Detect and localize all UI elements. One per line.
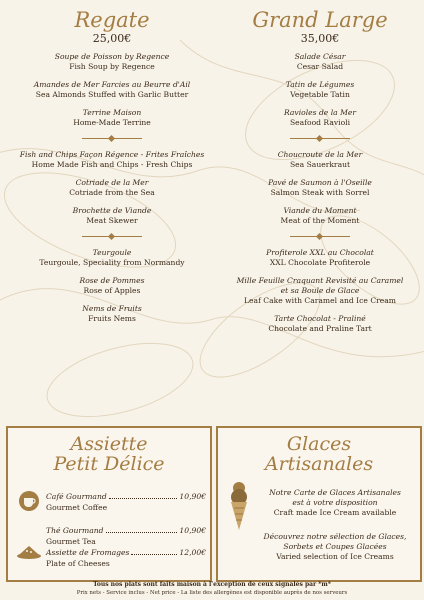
assiette-title-line1: Assiette <box>70 433 148 455</box>
glaces-text-en: Craft made Ice Cream available <box>273 508 397 517</box>
item-en: Plate of Cheeses <box>46 559 110 568</box>
glaces-text-fr: Notre Carte de Glaces Artisanales <box>269 488 401 497</box>
dish-en: Sea Almonds Stuffed with Garlic Butter <box>35 90 189 99</box>
dish-fr: Fish and Chips Façon Régence - Frites Fraîches <box>19 150 205 159</box>
section-divider <box>82 136 142 142</box>
dish-en: Home Made Fish and Chips - Fresh Chips <box>31 160 193 169</box>
dish-en: Chocolate and Praline Tart <box>268 324 372 333</box>
dish-fr: Mille Feuille Craquant Revisité au Caramel <box>236 276 404 285</box>
coffee-cup-icon <box>18 490 40 512</box>
dish-fr: Tarte Chocolat - Praliné <box>274 314 366 323</box>
footer-legal: Prix nets - Service inclus - Net price - La liste des allergènes est disponible auprès de nos serveurs <box>76 590 348 596</box>
glaces-text-fr: est à votre disposition <box>292 498 378 507</box>
menu-dish <box>14 304 210 324</box>
menu-dish <box>222 314 418 334</box>
section-divider <box>82 234 142 240</box>
item-name: Assiette de Fromages <box>46 548 130 557</box>
dish-fr: Cotriade de la Mer <box>75 178 149 187</box>
menu-dish <box>222 206 418 226</box>
section-divider <box>290 136 350 142</box>
grand-large-title: Grand Large <box>252 8 388 32</box>
item-price: 10,90€ <box>179 526 206 535</box>
dish-en: Sea Sauerkraut <box>289 160 351 169</box>
assiette-box <box>6 426 212 582</box>
menu-dish <box>222 108 418 128</box>
dish-fr: Brochette de Viande <box>72 206 152 215</box>
dish-fr: Nems de Fruits <box>82 304 142 313</box>
dish-fr: Rose de Pommes <box>79 276 145 285</box>
footer <box>0 581 424 597</box>
assiette-title <box>8 434 210 474</box>
glaces-box <box>216 426 422 582</box>
dish-fr: Terrine Maison <box>82 108 142 117</box>
menu-dish <box>14 248 210 268</box>
dish-en: Fruits Nems <box>88 314 136 323</box>
dish-fr: Soupe de Poisson by Regence <box>54 52 170 61</box>
footer-note: Tous nos plats sont faits maison à l'exception de ceux signalés par *m* <box>93 581 331 588</box>
dish-fr: Profiterole XXL au Chocolat <box>266 248 374 257</box>
dish-fr: Amandes de Mer Farcies au Beurre d'Ail <box>33 80 191 89</box>
dish-fr: Tatin de Légumes <box>285 80 355 89</box>
menu-dish <box>14 206 210 226</box>
item-name: Café Gourmand <box>46 492 107 501</box>
dish-fr: Teurgoule <box>92 248 132 257</box>
dish-fr: Ravioles de la Mer <box>284 108 356 117</box>
dish-en: Rose of Apples <box>83 286 141 295</box>
cheese-plate-icon <box>16 542 42 560</box>
dish-en: Home-Made Terrine <box>73 118 151 127</box>
dish-en: Salmon Steak with Sorrel <box>270 188 370 197</box>
dish-fr: Viande du Moment <box>283 206 357 215</box>
dish-en: Teurgoule, Speciality from Normandy <box>39 258 185 267</box>
dish-en: Fish Soup by Regence <box>69 62 155 71</box>
menu-dish <box>14 150 210 170</box>
dish-en: Cesar Salad <box>296 62 344 71</box>
glaces-text-en: Varied selection of Ice Creams <box>276 552 394 561</box>
glaces-text-fr: Sorbets et Coupes Glacées <box>283 542 387 551</box>
glaces-title <box>218 434 420 474</box>
dish-fr: Salade César <box>294 52 346 61</box>
dish-en: Vegetable Tatin <box>290 90 350 99</box>
dish-en: Seafood Ravioli <box>289 118 351 127</box>
regate-price: 25,00€ <box>92 32 132 45</box>
menu-dish <box>14 108 210 128</box>
regate-title: Regate <box>74 8 150 32</box>
menu-dish <box>222 248 418 268</box>
glaces-block-1 <box>256 488 414 518</box>
item-price: 10,90€ <box>179 492 206 501</box>
menu-dish <box>222 178 418 198</box>
dish-fr: Pavé de Saumon à l'Oseille <box>268 178 372 187</box>
dish-en: Cotriade from the Sea <box>69 188 155 197</box>
dish-fr: et sa Boule de Glace <box>280 286 360 295</box>
dish-en: Leaf Cake with Caramel and Ice Cream <box>244 296 396 305</box>
glaces-title-line1: Glaces <box>286 433 352 455</box>
ice-cream-cone-icon <box>228 480 250 532</box>
item-en: Gourmet Tea <box>46 537 96 546</box>
menu-dish <box>222 52 418 72</box>
item-name: Thé Gourmand <box>46 526 104 535</box>
dish-fr: Choucroute de la Mer <box>277 150 363 159</box>
menu-dish <box>14 52 210 72</box>
assiette-item <box>46 526 206 546</box>
menu-dish <box>14 276 210 296</box>
section-divider <box>290 234 350 240</box>
assiette-item <box>46 548 206 568</box>
glaces-text-fr: Découvrez notre sélection de Glaces, <box>263 532 407 541</box>
assiette-item <box>46 492 206 512</box>
dish-en: Meat of the Moment <box>280 216 360 225</box>
menu-dish <box>222 276 418 306</box>
menu-dish <box>222 80 418 100</box>
assiette-title-line2: Petit Délice <box>53 453 165 475</box>
glaces-title-line2: Artisanales <box>264 453 374 475</box>
menu-dish <box>14 80 210 100</box>
item-price: 12,00€ <box>179 548 206 557</box>
grand-large-menu <box>222 8 418 342</box>
dish-en: Meat Skewer <box>86 216 138 225</box>
item-en: Gourmet Coffee <box>46 503 108 512</box>
menu-dish <box>222 150 418 170</box>
dish-en: XXL Chocolate Profiterole <box>269 258 371 267</box>
menu-dish <box>14 178 210 198</box>
grand-large-price: 35,00€ <box>300 32 340 45</box>
glaces-block-2 <box>256 532 414 562</box>
regate-menu <box>14 8 210 332</box>
